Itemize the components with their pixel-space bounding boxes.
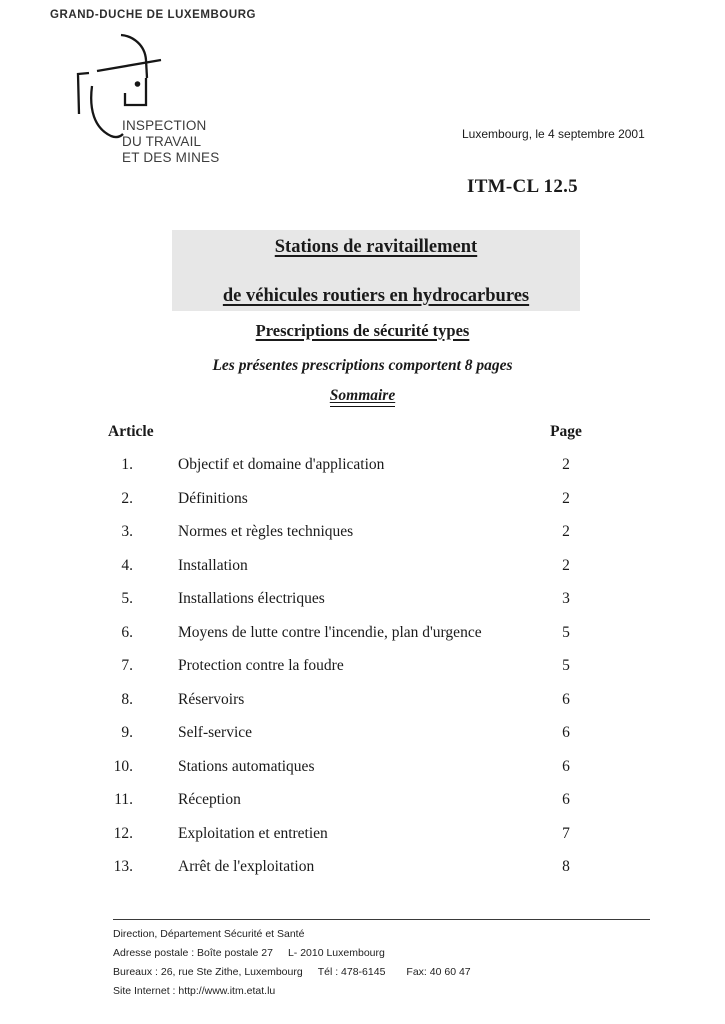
subtitle-text: Prescriptions de sécurité types [255, 321, 470, 340]
toc-row [0, 858, 725, 892]
footer-direction-line: Direction, Département Sécurité et Santé [113, 928, 305, 940]
toc-article-number: 1. [121, 456, 133, 473]
toc-row [0, 758, 725, 792]
subtitle [4, 321, 721, 341]
toc-article-number: 3. [121, 523, 133, 540]
footer-fax: Fax: 40 60 47 [406, 966, 471, 978]
logo-chin-curve [91, 86, 123, 137]
toc-page-number: 6 [562, 791, 570, 808]
document-reference: ITM-CL 12.5 [467, 176, 578, 197]
toc-article-number: 7. [121, 657, 133, 674]
toc-row [0, 456, 725, 490]
org-line: DU TRAVAIL [122, 134, 202, 149]
country-header: GRAND-DUCHE DE LUXEMBOURG [50, 9, 257, 21]
footer-office-address: Bureaux : 26, rue Ste Zithe, Luxembourg [113, 966, 303, 978]
toc-article-number: 10. [113, 757, 133, 775]
toc-page-number: 7 [562, 824, 570, 842]
toc-page-number: 5 [562, 657, 570, 674]
toc-article-number: 11. [114, 791, 133, 808]
toc-page-number: 2 [562, 523, 570, 540]
toc-article-label: Exploitation et entretien [178, 824, 328, 842]
toc-article-label: Self-service [178, 724, 253, 741]
toc-row [0, 557, 725, 591]
toc-page-number: 6 [562, 757, 570, 775]
toc-row [0, 624, 725, 658]
table-of-contents [0, 456, 725, 892]
toc-article-number: 4. [121, 556, 133, 574]
toc-page-number: 6 [562, 690, 570, 708]
footer-postal-city: L- 2010 Luxembourg [287, 947, 385, 959]
title-box [172, 230, 580, 311]
toc-page-number: 2 [562, 456, 570, 473]
footer-divider [113, 919, 650, 920]
document-title-line1: Stations de ravitaillement [274, 237, 478, 257]
toc-column-article: Article [108, 423, 154, 440]
toc-row [0, 490, 725, 524]
toc-column-page: Page [550, 423, 582, 440]
toc-article-label: Réservoirs [178, 690, 245, 708]
toc-page-number: 3 [562, 590, 570, 607]
document-title-line2: de véhicules routiers en hydrocarbures [222, 286, 530, 306]
toc-article-number: 6. [121, 623, 133, 641]
toc-article-label: Normes et règles techniques [178, 523, 354, 540]
toc-page-number: 5 [562, 623, 570, 641]
toc-row [0, 657, 725, 691]
pages-note: Les présentes prescriptions comportent 8 pages [212, 357, 513, 374]
toc-page-number: 8 [562, 858, 570, 875]
logo-brim-line [97, 60, 161, 71]
toc-article-number: 12. [113, 824, 133, 842]
toc-page-number: 6 [562, 724, 570, 741]
toc-article-label: Installations électriques [178, 590, 325, 607]
logo-nose-line [146, 60, 147, 78]
toc-row [0, 590, 725, 624]
toc-article-label: Installation [178, 556, 248, 574]
organisation-name [122, 118, 219, 166]
logo-skull-arc [121, 35, 146, 60]
toc-heading [4, 387, 721, 405]
toc-article-label: Moyens de lutte contre l'incendie, plan d'urgence [178, 623, 482, 641]
toc-article-number: 13. [113, 858, 133, 875]
org-line: INSPECTION [122, 118, 207, 133]
footer-address-line [113, 944, 471, 963]
logo-bracket-line [78, 73, 89, 114]
footer-website-line: Site Internet : http://www.itm.etat.lu [113, 985, 276, 997]
toc-article-label: Arrêt de l'exploitation [178, 858, 315, 875]
toc-article-number: 9. [121, 724, 133, 741]
logo-eye-dot [135, 81, 141, 87]
toc-heading-text: Sommaire [330, 387, 395, 407]
date-line: Luxembourg, le 4 septembre 2001 [462, 127, 645, 141]
toc-article-label: Protection contre la foudre [178, 657, 344, 674]
toc-article-number: 8. [121, 690, 133, 708]
toc-row [0, 724, 725, 758]
toc-row [0, 523, 725, 557]
toc-article-label: Définitions [178, 489, 248, 507]
footer-block [113, 925, 471, 1001]
toc-row [0, 691, 725, 725]
toc-article-label: Objectif et domaine d'application [178, 456, 385, 473]
footer-phone: Tél : 478-6145 [317, 966, 386, 978]
toc-article-label: Stations automatiques [178, 757, 315, 775]
toc-article-number: 2. [121, 489, 133, 507]
org-line: ET DES MINES [122, 150, 220, 165]
toc-page-number: 2 [562, 489, 570, 507]
toc-article-number: 5. [121, 590, 133, 607]
footer-postal-address: Adresse postale : Boîte postale 27 [113, 947, 273, 959]
toc-row [0, 825, 725, 859]
footer-office-line [113, 963, 471, 982]
toc-page-number: 2 [562, 556, 570, 574]
toc-article-label: Réception [178, 791, 241, 808]
toc-row [0, 791, 725, 825]
